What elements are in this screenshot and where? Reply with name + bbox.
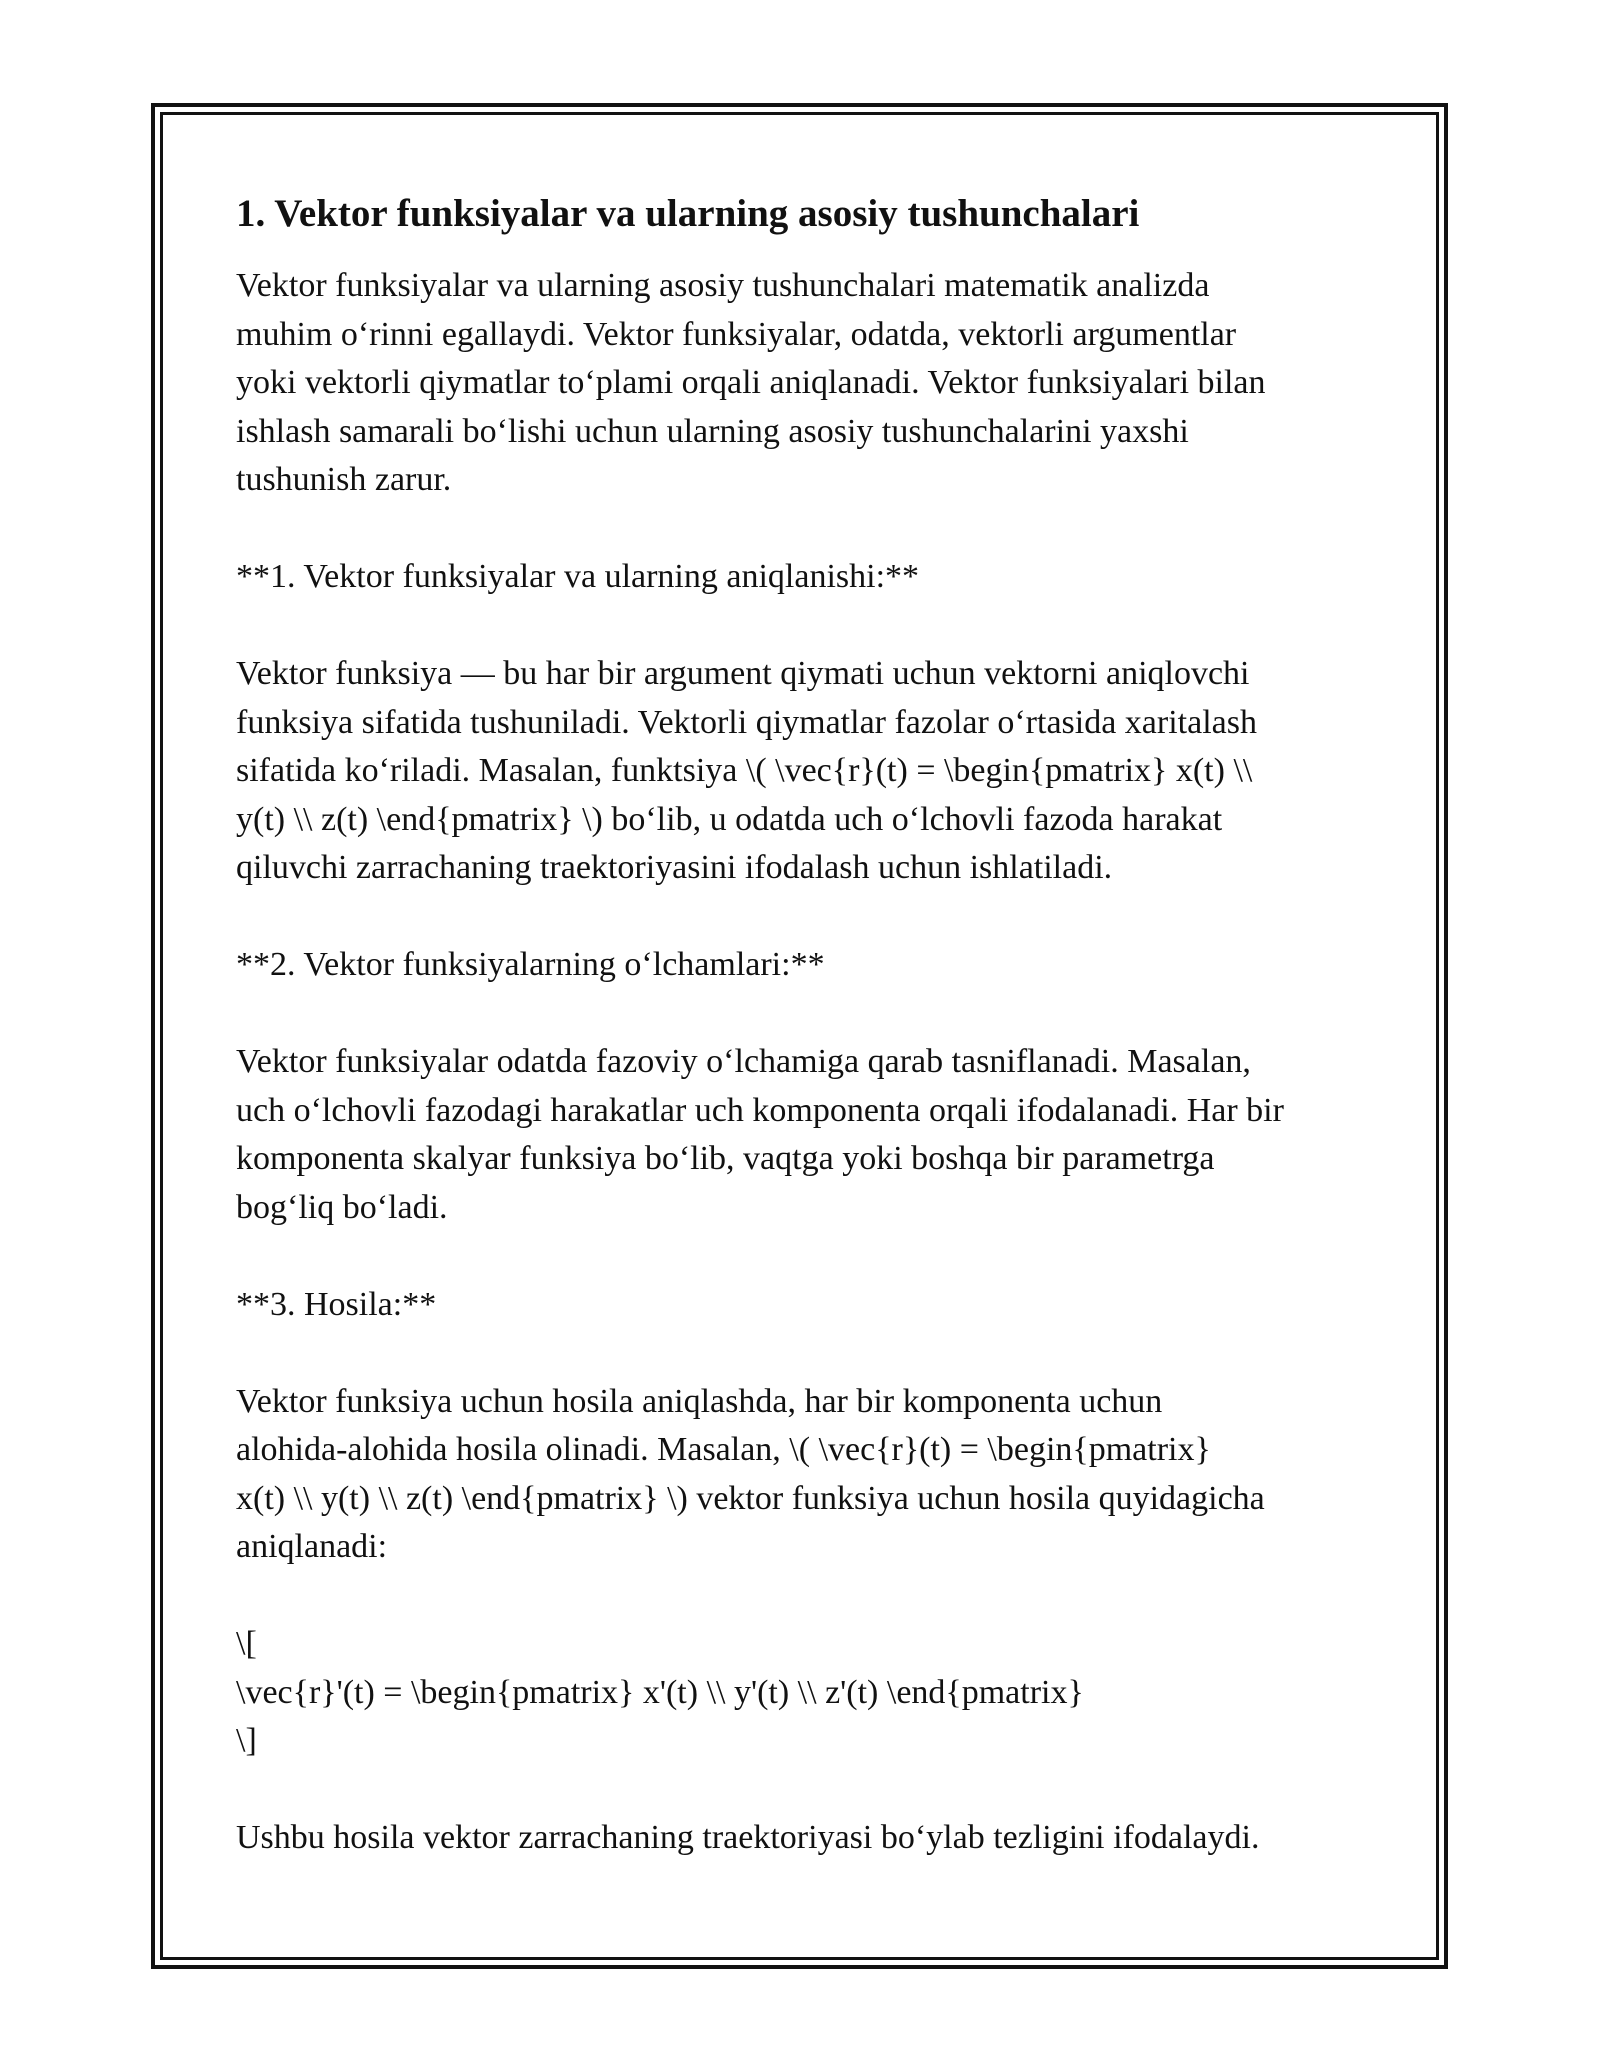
section-2-body: Vektor funksiyalar odatda fazoviy o‘lchamiga qarab tasniflanadi. Masalan, uch o‘lchovli fazodagi harakatlar uch komponenta orqali ifodalanadi. Har bir komponenta skalyar funksiya bo‘lib, vaqtga yoki boshqa bir parametrga bog‘liq bo‘ladi.: [236, 1043, 1284, 1226]
section-3-body: Vektor funksiya uchun hosila aniqlashda, har bir komponenta uchun alohida-alohida hosila olinadi. Masalan, \( \vec{r}(t) = \begin{pmatrix} x(t) \\ y(t) \\ z(t) \end{pmatrix} \) vektor funksiya uchun hosila quyidagicha aniqlanadi:: [236, 1382, 1265, 1565]
spacer: [236, 1232, 1376, 1281]
spacer: [236, 990, 1376, 1039]
section-1-body: Vektor funksiya — bu har bir argument qiymati uchun vektorni aniqlovchi funksiya sifatida tushuniladi. Vektorli qiymatlar fazolar o‘rtasida xaritalash sifatida ko‘riladi. Masalan, funktsiya \( \vec{r}(t) = \begin{pmatrix} x(t) \\ y(t) \\ z(t) \end{pmatrix} \) bo‘lib, u odatda uch o‘lchovli fazoda harakat qiluvchi zarrachaning traektoriyasini ifodalash uchun ishlatiladi.: [236, 655, 1257, 886]
derivative-formula: \[ \vec{r}'(t) = \begin{pmatrix} x'(t) \\ y'(t) \\ z'(t) \end{pmatrix} \]: [236, 1625, 1084, 1759]
section-2-title: **2. Vektor funksiyalarning o‘lchamlari:**: [236, 946, 825, 983]
spacer: [236, 602, 1376, 651]
document-body: [236, 188, 1376, 1863]
section-3-title: **3. Hosila:**: [236, 1285, 437, 1323]
spacer: [236, 1329, 1376, 1378]
page-title: 1. Vektor funksiyalar va ularning asosiy tushunchalari: [236, 192, 1140, 235]
spacer: [236, 1572, 1376, 1621]
conclusion-paragraph: Ushbu hosila vektor zarrachaning traektoriyasi bo‘ylab tezligini ifodalaydi.: [236, 1819, 1260, 1856]
spacer: [236, 505, 1376, 554]
spacer: [236, 1766, 1376, 1815]
spacer: [236, 893, 1376, 942]
intro-paragraph: Vektor funksiyalar va ularning asosiy tushunchalari matematik analizda muhim o‘rinni egallaydi. Vektor funksiyalar, odatda, vektorli argumentlar yoki vektorli qiymatlar to‘plami orqali aniqlanadi. Vektor funksiyalari bilan ishlash samarali bo‘lishi uchun ularning asosiy tushunchalarini yaxshi tushunish zarur.: [236, 267, 1266, 498]
section-1-title: **1. Vektor funksiyalar va ularning aniqlanishi:**: [236, 558, 920, 595]
